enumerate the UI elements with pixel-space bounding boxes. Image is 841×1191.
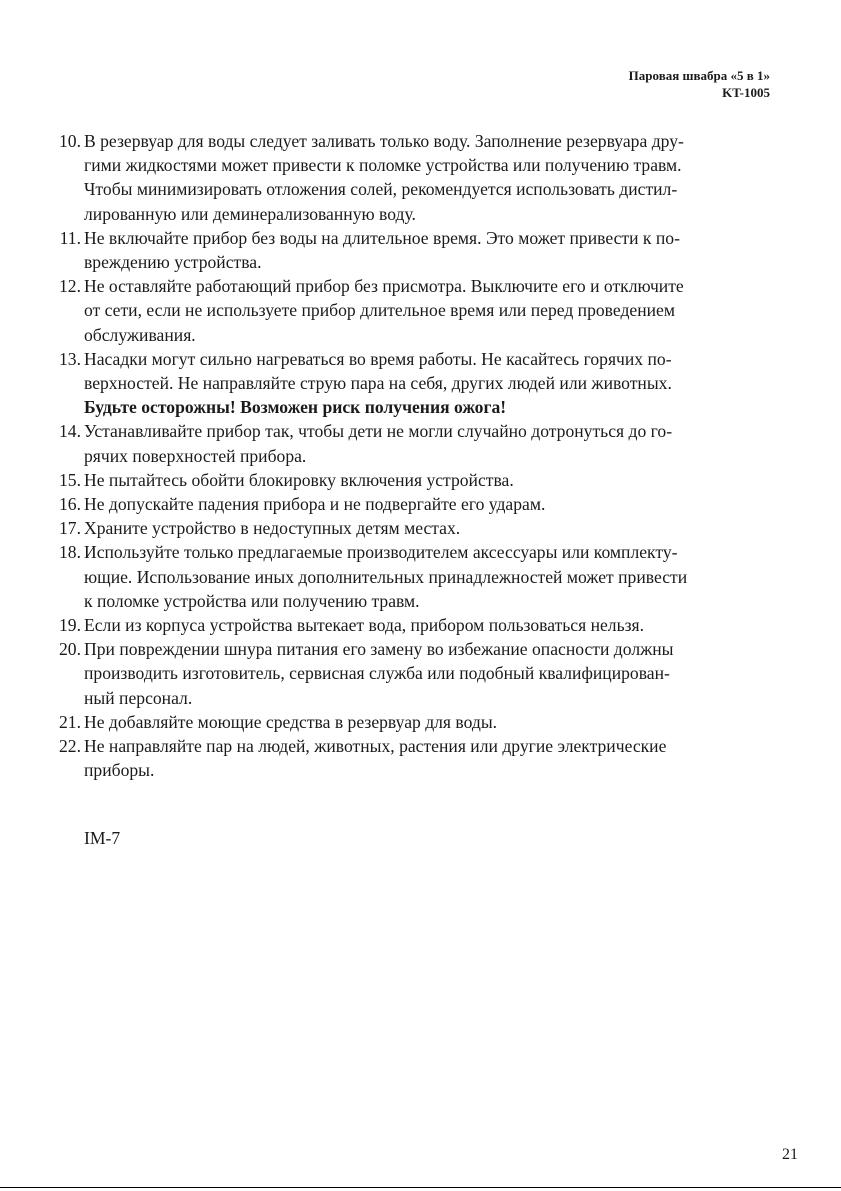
instruction-line: Не направляйте пар на людей, животных, растения или другие электрические xyxy=(84,736,667,757)
instruction-item xyxy=(32,516,772,540)
instruction-line: Не допускайте падения прибора и не подвергайте его ударам. xyxy=(84,494,546,515)
instruction-line: Не пытайтесь обойти блокировку включения устройства. xyxy=(84,469,514,490)
warning-line: Будьте осторожны! Возможен риск получения ожога! xyxy=(84,397,507,418)
instruction-item xyxy=(32,637,772,710)
instruction-number: 17. xyxy=(59,518,81,539)
instruction-item xyxy=(32,468,772,492)
instruction-text xyxy=(84,734,772,782)
instruction-line: производить изготовитель, сервисная служба или подобный квалифицирован- xyxy=(84,663,670,684)
instruction-line: Не оставляйте работающий прибор без присмотра. Выключите его и отключите xyxy=(84,276,684,297)
instruction-line: вреждению устройства. xyxy=(84,252,262,273)
document-code: IM-7 xyxy=(84,828,121,848)
instruction-line: При повреждении шнура питания его замену во избежание опасности должны xyxy=(84,639,674,660)
instruction-item xyxy=(32,274,772,347)
instruction-item xyxy=(32,129,772,226)
instruction-number: 12. xyxy=(59,276,81,297)
instruction-item xyxy=(32,540,772,613)
instruction-line: рячих поверхностей прибора. xyxy=(84,445,307,466)
instruction-item xyxy=(32,613,772,637)
instruction-line: Насадки могут сильно нагреваться во время работы. Не касайтесь горячих по- xyxy=(84,348,672,369)
instruction-line: В резервуар для воды следует заливать только воду. Заполнение резервуара дру- xyxy=(84,131,684,151)
instruction-item xyxy=(32,419,772,467)
instruction-line: от сети, если не используете прибор длительное время или перед проведением xyxy=(84,300,675,321)
instruction-text xyxy=(84,419,772,467)
instruction-line: Если из корпуса устройства вытекает вода, прибором пользоваться нельзя. xyxy=(84,615,645,636)
instruction-line: верхностей. Не направляйте струю пара на себя, других людей или животных. xyxy=(84,373,672,394)
bottom-rule xyxy=(0,1187,841,1188)
instruction-line: ющие. Использование иных дополнительных принадлежностей может привести xyxy=(84,566,688,587)
instruction-line: Не добавляйте моющие средства в резервуар для воды. xyxy=(84,711,498,732)
instruction-line: Храните устройство в недоступных детям местах. xyxy=(84,518,461,539)
instruction-number: 10. xyxy=(59,131,81,151)
instruction-number: 13. xyxy=(59,348,81,369)
product-model: KT-1005 xyxy=(722,85,770,100)
instruction-text xyxy=(84,492,772,516)
instruction-line: приборы. xyxy=(84,760,155,781)
instruction-item xyxy=(32,734,772,782)
instruction-number: 16. xyxy=(59,494,81,515)
instruction-text xyxy=(84,540,772,613)
instruction-line: к поломке устройства или получению травм. xyxy=(84,590,420,611)
instruction-line: гими жидкостями может привести к поломке устройства или получению травм. xyxy=(84,155,682,176)
instruction-text xyxy=(84,468,772,492)
instruction-text xyxy=(84,347,772,420)
instruction-number: 15. xyxy=(59,469,81,490)
instruction-line: ный персонал. xyxy=(84,687,193,708)
instruction-line: лированную или деминерализованную воду. xyxy=(84,203,416,224)
instruction-number: 18. xyxy=(59,542,81,563)
instruction-text xyxy=(84,637,772,710)
instruction-line: Используйте только предлагаемые производителем аксессуары или комплекту- xyxy=(84,542,678,563)
instruction-number: 21. xyxy=(59,711,81,732)
instruction-number: 20. xyxy=(59,639,81,660)
instruction-text xyxy=(84,226,772,274)
instruction-number: 11. xyxy=(59,227,81,248)
instruction-item xyxy=(32,492,772,516)
instruction-text xyxy=(84,274,772,347)
page-number: 21 xyxy=(782,1146,798,1163)
product-title: Паровая швабра «5 в 1» xyxy=(628,68,770,83)
instruction-line: Чтобы минимизировать отложения солей, рекомендуется использовать дистил- xyxy=(84,179,678,200)
instruction-line: Не включайте прибор без воды на длительное время. Это может привести к по- xyxy=(84,227,680,248)
instruction-number: 14. xyxy=(59,421,81,442)
instruction-item xyxy=(32,710,772,734)
instruction-number: 19. xyxy=(59,615,81,636)
instruction-text xyxy=(84,516,772,540)
page-header xyxy=(629,67,770,101)
instruction-text xyxy=(84,129,772,226)
instruction-text xyxy=(84,613,772,637)
instruction-line: обслуживания. xyxy=(84,324,196,345)
instruction-text xyxy=(84,710,772,734)
instruction-line: Устанавливайте прибор так, чтобы дети не могли случайно дотронуться до го- xyxy=(84,421,673,442)
instruction-item xyxy=(32,347,772,420)
instruction-item xyxy=(32,226,772,274)
instructions-list xyxy=(32,129,772,782)
instruction-number: 22. xyxy=(59,736,81,757)
